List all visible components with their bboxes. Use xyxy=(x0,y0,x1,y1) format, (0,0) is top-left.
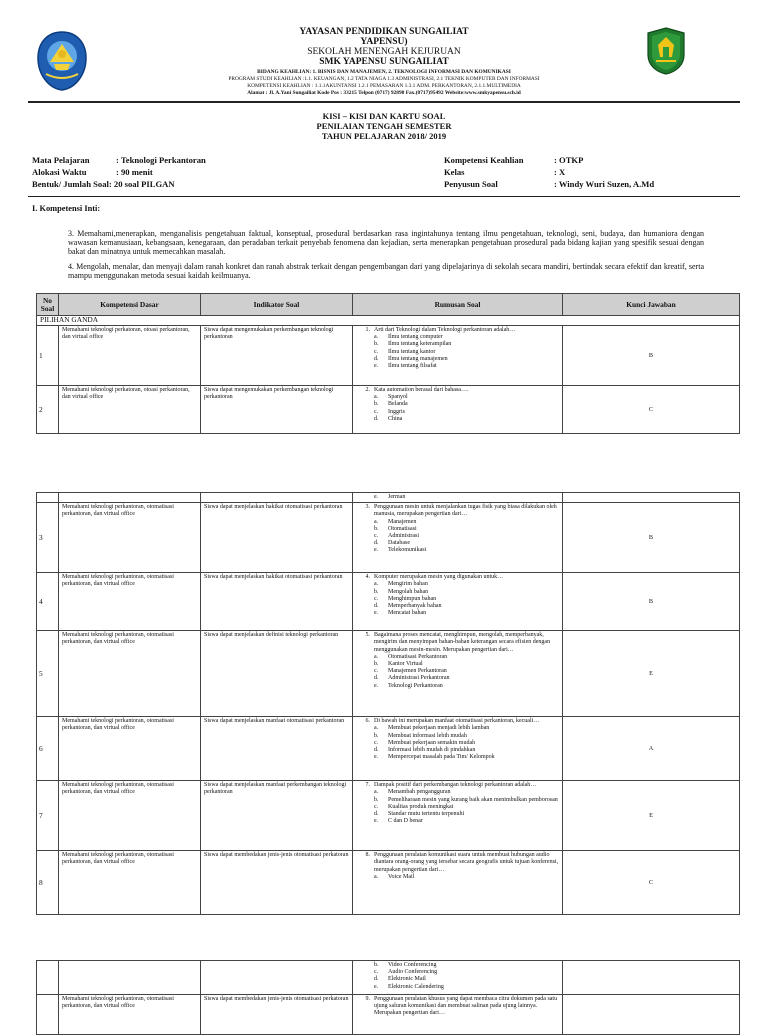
soal-number: 5 xyxy=(37,631,59,717)
option-letter: b. xyxy=(374,401,379,408)
bidang-keahlian: BIDANG KEAHLIAN: 1. BISNIS DAN MANAJEMEN, 2. TEKNOLOGI INFORMASI DAN KOMUNIKASI xyxy=(257,69,511,75)
waktu-value: : 90 menit xyxy=(116,167,153,177)
option-letter: d. xyxy=(374,603,379,610)
doc-subtitle: PENILAIAN TENGAH SEMESTER xyxy=(316,121,452,131)
answer-option xyxy=(356,540,559,547)
question-number: 5. xyxy=(365,632,370,639)
header-kompetensi-dasar: Kompetensi Dasar xyxy=(59,294,201,316)
answer-option xyxy=(356,725,559,732)
answer-option xyxy=(356,804,559,811)
empty-cell xyxy=(37,493,59,503)
option-text: Mengirim bahan xyxy=(388,581,428,588)
question-text: Kata automation berasal dari bahasa…. xyxy=(374,387,469,393)
soal-number: 1 xyxy=(37,326,59,386)
answer-option xyxy=(356,811,559,818)
empty-cell xyxy=(37,961,59,995)
question xyxy=(356,327,559,334)
option-letter: d. xyxy=(374,811,379,818)
option-text: Database xyxy=(388,540,410,547)
question xyxy=(356,718,559,725)
indikator-cell: Siswa dapat menjelaskan manfaat otomatisasi perkantoran xyxy=(201,717,353,781)
soal-number: 3 xyxy=(37,503,59,573)
table-row xyxy=(37,503,740,573)
option-letter: a. xyxy=(374,334,379,341)
option-text: Voice Mail xyxy=(388,873,415,880)
option-letter: c. xyxy=(374,348,379,355)
answer-option xyxy=(356,874,559,881)
kunci-jawaban-cell: B xyxy=(563,326,740,386)
option-text: Memperbanyak bahan xyxy=(388,603,442,610)
option-letter: b. xyxy=(374,588,379,595)
kompetensi-dasar-cell: Memahami teknologi perkantoran, otomatisasi perkantoran, dan virtual office xyxy=(59,717,201,781)
answer-option xyxy=(356,754,559,761)
answer-option xyxy=(356,797,559,804)
question-number: 7. xyxy=(365,782,370,789)
answer-option xyxy=(356,356,559,363)
option-letter: c. xyxy=(374,595,379,602)
empty-cell xyxy=(201,493,353,503)
option-text: Spanyol xyxy=(388,394,408,401)
table-row xyxy=(37,631,740,717)
answer-option xyxy=(356,533,559,540)
ki-title: I. Kompetensi Inti: xyxy=(32,204,101,213)
doc-title: KISI – KISI DAN KARTU SOAL xyxy=(322,111,446,121)
option-text: Membuat informasi lebih mudah xyxy=(388,732,467,739)
question xyxy=(356,504,559,518)
option-text: Membuat pekerjaan menjadi lebih lamban xyxy=(388,725,490,732)
option-text: Belanda xyxy=(388,401,408,408)
answer-option xyxy=(356,349,559,356)
indikator-cell: Siswa dapat mengemukakan perkembangan teknologi perkantoran xyxy=(201,386,353,434)
indikator-cell: Siswa dapat menjelaskan definisi teknologi perkantoran xyxy=(201,631,353,717)
question-number: 6. xyxy=(365,718,370,725)
answer-option xyxy=(356,401,559,408)
foundation-abbrev: YAPENSU) xyxy=(360,37,408,47)
rumusan-cell xyxy=(353,961,563,995)
option-letter: e. xyxy=(374,983,379,990)
table-row xyxy=(37,326,740,386)
header-kunci-jawaban: Kunci Jawaban xyxy=(563,294,740,316)
section-pilihan-ganda: PILIHAN GANDA xyxy=(37,316,740,326)
option-text: Menghimpun bahan xyxy=(388,595,437,602)
mapel-value: : Teknologi Perkantoran xyxy=(116,155,206,165)
penyusun-value: : Windy Wuri Suzen, A.Md xyxy=(554,179,655,189)
indikator-cell: Siswa dapat membedakan jenis-jenis otomatisasi perkatoran xyxy=(201,995,353,1035)
answer-option xyxy=(356,394,559,401)
school-name: SMK YAPENSU SUNGAILIAT xyxy=(319,57,449,67)
foundation-name: YAYASAN PENDIDIKAN SUNGAILIAT xyxy=(299,27,469,37)
option-letter: a. xyxy=(374,394,379,401)
option-text: Ilmu tentang kantor xyxy=(388,348,436,355)
kompetensi-dasar-cell: Memahami teknologi perkantoran, otomatisasi perkantoran, dan virtual office xyxy=(59,503,201,573)
ki-3: 3. Memahami,menerapkan, menganalisis pengetahuan faktual, konseptual, prosedural berdasarkan rasa ingintahunya tentang ilmu pengetahuan, teknologi, seni, budaya, dan humaniora dengan wawasan kemanusiaan, kebangsaan, kenegaraan, dan peradaban terkait penyebab fenomena dan kejadian, serta menerapkan pengetahuan prosedural pada bidang kajian yang spesifik sesuai dengan bakat dan minatnya untuk memecahkan masalah. xyxy=(68,229,704,256)
answer-option xyxy=(356,661,559,668)
option-letter: c. xyxy=(374,739,379,746)
option-letter: b. xyxy=(374,732,379,739)
table-row xyxy=(37,386,740,434)
answer-option xyxy=(356,341,559,348)
continuation-row xyxy=(37,961,740,995)
mapel-label: Mata Pelajaran xyxy=(32,155,90,165)
indikator-cell: Siswa dapat menjelaskan hakikat otomatisasi perkantoran xyxy=(201,503,353,573)
option-letter: a. xyxy=(374,789,379,796)
option-letter: b. xyxy=(374,962,379,968)
question-text: Komputer merupakan mesin yang digunakan untuk… xyxy=(374,574,504,581)
soal-number: 4 xyxy=(37,573,59,631)
rumusan-cell xyxy=(353,573,563,631)
option-text: Ilmu tentang computer xyxy=(388,334,443,341)
option-letter: a. xyxy=(374,725,379,732)
option-letter: d. xyxy=(374,976,379,983)
option-letter: c. xyxy=(374,533,379,540)
answer-option xyxy=(356,519,559,526)
option-letter: c. xyxy=(374,803,379,810)
empty-cell xyxy=(563,493,740,503)
option-text: Administrasi Perkantoran xyxy=(388,675,450,682)
rumusan-cell xyxy=(353,631,563,717)
soal-number: 2 xyxy=(37,386,59,434)
answer-option xyxy=(356,654,559,661)
school-type: SEKOLAH MENENGAH KEJURUAN xyxy=(307,47,461,57)
option-letter: b. xyxy=(374,661,379,668)
answer-option xyxy=(356,668,559,675)
school-address: Alamat : Jl. A.Yani Sungailiat Kode Pos : 33215 Telpon (0717) 92898 Fax.(0717)95492 Website:www.smkyapensu.sch.id xyxy=(247,90,521,96)
answer-option xyxy=(356,494,559,501)
header-rumusan-soal: Rumusan Soal xyxy=(353,294,563,316)
answer-option xyxy=(356,747,559,754)
answer-option xyxy=(356,581,559,588)
question-text: Di bawah ini merupakan manfaat otomatisasi perkantoran, kecuali… xyxy=(374,718,540,725)
option-text: Standar mutu tertentu terpenuhi xyxy=(388,811,465,818)
kunci-jawaban-cell: B xyxy=(563,503,740,573)
indikator-cell: Siswa dapat menjelaskan hakikat otomatisasi perkantoran xyxy=(201,573,353,631)
kunci-jawaban-cell: E xyxy=(563,781,740,851)
kompetensi-dasar-cell: Memahami teknologi perkantoran, otomatisasi perkantoran, dan virtual office xyxy=(59,995,201,1035)
rumusan-cell xyxy=(353,781,563,851)
kunci-jawaban-cell: A xyxy=(563,717,740,781)
answer-option xyxy=(356,526,559,533)
answer-option xyxy=(356,547,559,554)
question-text: Penggunaan peralatan khusus yang dapat membaca citra dokumen pada satu ujung saluran komunikasi dan membuat salinan pada ujung lainnya. Merupakan pengertian dari… xyxy=(374,996,558,1017)
question-text: Arti dari Teknologi dalam Teknologi perkantoran adalah… xyxy=(374,327,516,333)
rumusan-cell xyxy=(353,851,563,915)
answer-option xyxy=(356,675,559,682)
option-text: Membuat pekerjaan semakin mudah xyxy=(388,739,476,746)
question-text: Dampak positif dari perkembangan teknologi perkantoran adalah… xyxy=(374,782,537,789)
answer-option xyxy=(356,976,559,983)
bentuk-soal: Bentuk/ Jumlah Soal: 20 soal PILGAN xyxy=(32,179,175,189)
header-no-soal: No Soal xyxy=(37,294,59,316)
indikator-cell: Siswa dapat menjelaskan manfaat perkembangan teknologi perkantoran xyxy=(201,781,353,851)
header-divider xyxy=(28,101,740,103)
ki-4: 4. Mengolah, menalar, dan menyaji dalam ranah konkret dan ranah abstrak terkait dengan pengembangan dari yang dipelajarinya di sekolah secara mandiri, bertindak secara efektif dan kreatif, serta mampu menggunakan metoda sesuai kaidah keilmuanya. xyxy=(68,262,704,280)
question-text: Penggunaan peralatan komunikasi suara untuk membuat hubungan audio diantara orang-orang yang tersebar secara geografis untuk tujuan konferensi, merupakan pengertian dari… xyxy=(374,852,559,873)
answer-option xyxy=(356,334,559,341)
option-letter: d. xyxy=(374,415,379,422)
rumusan-cell xyxy=(353,717,563,781)
option-text: Administrasi xyxy=(388,533,419,540)
option-letter: a. xyxy=(374,653,379,660)
table-row xyxy=(37,851,740,915)
option-text: Menambah pengangguran xyxy=(388,789,451,796)
kunci-jawaban-cell xyxy=(563,995,740,1035)
option-letter: d. xyxy=(374,355,379,362)
option-letter: e. xyxy=(374,682,379,689)
table-row xyxy=(37,717,740,781)
option-text: Kantor Virtual xyxy=(388,661,423,668)
option-text: Pemeliharaan mesin yang kurang baik akan menimbulkan pemborosan xyxy=(388,796,558,803)
soal-table-page1 xyxy=(36,293,740,434)
option-text: Elektronic Calendering xyxy=(388,983,444,990)
kompetensi-dasar-cell: Memahami teknologi perkantoran, otomatisasi perkantoran, dan virtual office xyxy=(59,851,201,915)
answer-option xyxy=(356,969,559,976)
answer-option xyxy=(356,610,559,617)
option-letter: b. xyxy=(374,341,379,348)
komp-label: Kompetensi Keahlian xyxy=(444,155,524,165)
rumusan-cell xyxy=(353,503,563,573)
kompetensi-dasar-cell: Memahami teknologi perkantoran, otomatisasi perkantoran, dan virtual office xyxy=(59,573,201,631)
empty-cell xyxy=(201,961,353,995)
kunci-jawaban-cell: C xyxy=(563,386,740,434)
waktu-label: Alokasi Waktu xyxy=(32,167,87,177)
option-text: Mempercepat masalah pada Tim/ Kelompok xyxy=(388,754,495,761)
option-letter: c. xyxy=(374,408,379,415)
question-number: 9. xyxy=(365,996,370,1002)
option-letter: e. xyxy=(374,547,379,554)
option-text: Manajemen xyxy=(388,518,417,525)
soal-table-page2 xyxy=(36,492,740,915)
option-text: Ilmu tentang manajemen xyxy=(388,355,448,362)
question xyxy=(356,782,559,789)
program-studi: PROGRAM STUDI KEAHLIAN :1.1. KEUANGAN, 1.2 TATA NIAGA 1.3 ADMINISTRASI, 2.1 TEKNIK KOMPUTER DAN INFORMASI xyxy=(228,76,540,82)
option-text: Kualitas produk meningkat xyxy=(388,803,454,810)
option-letter: d. xyxy=(374,675,379,682)
continuation-row xyxy=(37,493,740,503)
question-number: 8. xyxy=(365,852,370,859)
answer-option xyxy=(356,603,559,610)
rumusan-cell xyxy=(353,386,563,434)
option-letter: a. xyxy=(374,518,379,525)
kelas-label: Kelas xyxy=(444,167,465,177)
kompetensi-keahlian: KOMPETENSI KEAHLIAN : 1.1.1AKUNTANSI 1.2.1 PEMASARAN 1.3.1 ADM. PERKANTORAN, 2.1.1.MULTIMEDIA xyxy=(247,83,521,89)
empty-cell xyxy=(59,493,201,503)
option-letter: a. xyxy=(374,581,379,588)
option-letter: e. xyxy=(374,363,379,370)
soal-number: 6 xyxy=(37,717,59,781)
option-letter: e. xyxy=(374,610,379,617)
option-letter: b. xyxy=(374,796,379,803)
empty-cell xyxy=(563,961,740,995)
kunci-jawaban-cell: C xyxy=(563,851,740,915)
question xyxy=(356,852,559,874)
kompetensi-dasar-cell: Memahami teknologi perkatoran, otoasi perkantoran, dan virtual office xyxy=(59,386,201,434)
option-text: Informasi lebih mudah di pindahkan xyxy=(388,747,476,754)
option-letter: d. xyxy=(374,747,379,754)
answer-option xyxy=(356,733,559,740)
option-text: Otomatisasi xyxy=(388,525,417,532)
question-text: Bagaimana proses mencatat, menghimpun, mengolah, memperbanyak, mengirim dan menyimpan bahan-bahan keterangan secara efisien dengan menggunakan mesin-mesin. Merupakan pengertian dari… xyxy=(374,632,551,653)
rumusan-cell xyxy=(353,493,563,503)
option-letter: e. xyxy=(374,818,379,825)
option-text: Elektronic Mail xyxy=(388,976,426,983)
kompetensi-dasar-cell: Memahami teknologi perkantoran, otomatisasi perkantoran, dan virtual office xyxy=(59,781,201,851)
answer-option xyxy=(356,683,559,690)
option-text: Otomatisasi Perkantoran xyxy=(388,653,448,660)
kompetensi-dasar-cell: Memahami teknologi perkatoran, otoasi perkantoran, dan virtual office xyxy=(59,326,201,386)
answer-option xyxy=(356,416,559,423)
option-text: C dan D benar xyxy=(388,818,423,825)
option-letter: e. xyxy=(374,494,379,500)
option-text: China xyxy=(388,415,403,422)
answer-option xyxy=(356,589,559,596)
answer-option xyxy=(356,984,559,991)
option-letter: d. xyxy=(374,540,379,547)
indikator-cell: Siswa dapat membedakan jenis-jenis otomatisasi perkatoran xyxy=(201,851,353,915)
option-text: Ilmu tentang keterampilan xyxy=(388,341,452,348)
option-text: Mengolah bahan xyxy=(388,588,429,595)
indikator-cell: Siswa dapat mengemukakan perkembangan teknologi perkantoran xyxy=(201,326,353,386)
option-letter: b. xyxy=(374,525,379,532)
answer-option xyxy=(356,740,559,747)
answer-option xyxy=(356,818,559,825)
meta-divider xyxy=(28,196,740,197)
question-number: 3. xyxy=(365,504,370,511)
option-text: Jerman xyxy=(388,494,406,500)
kelas-value: : X xyxy=(554,167,566,177)
answer-option xyxy=(356,789,559,796)
table-row xyxy=(37,781,740,851)
question-number: 4. xyxy=(365,574,370,581)
answer-option xyxy=(356,363,559,370)
soal-number: 7 xyxy=(37,781,59,851)
soal-number xyxy=(37,995,59,1035)
answer-option xyxy=(356,962,559,969)
answer-option xyxy=(356,409,559,416)
penyusun-label: Penyusun Soal xyxy=(444,179,498,189)
table-row xyxy=(37,995,740,1035)
doc-year: TAHUN PELAJARAN 2018/ 2019 xyxy=(321,131,447,141)
kunci-jawaban-cell: B xyxy=(563,573,740,631)
question-text: Penggunaan mesin untuk menjalankan tugas fisik yang biasa dilakukan oleh manusia, merupakan pengertian dari… xyxy=(374,504,557,518)
rumusan-cell xyxy=(353,995,563,1035)
option-text: Inggris xyxy=(388,408,405,415)
option-text: Video Conferencing xyxy=(388,962,437,968)
rumusan-cell xyxy=(353,326,563,386)
table-row xyxy=(37,573,740,631)
kunci-jawaban-cell: E xyxy=(563,631,740,717)
header-indikator-soal: Indikator Soal xyxy=(201,294,353,316)
question xyxy=(356,996,559,1018)
option-text: Telekomunikasi xyxy=(388,547,427,554)
option-text: Ilmu tentang filsafat xyxy=(388,363,437,370)
question xyxy=(356,387,559,394)
option-text: Audio Conferencing xyxy=(388,969,438,976)
komp-value: : OTKP xyxy=(554,155,584,165)
option-text: Manajemen Perkantoran xyxy=(388,668,447,675)
question xyxy=(356,574,559,581)
kompetensi-dasar-cell: Memahami teknologi perkantoran, otomatisasi perkantoran, dan virtual office xyxy=(59,631,201,717)
option-text: Teknologi Perkantoran xyxy=(388,682,443,689)
option-letter: e. xyxy=(374,754,379,761)
option-text: Mencatat bahan xyxy=(388,610,427,617)
option-letter: c. xyxy=(374,668,379,675)
empty-cell xyxy=(59,961,201,995)
question-number: 2. xyxy=(365,387,370,393)
question xyxy=(356,632,559,654)
option-letter: c. xyxy=(374,969,379,976)
option-letter: a. xyxy=(374,873,379,880)
answer-option xyxy=(356,596,559,603)
soal-number: 8 xyxy=(37,851,59,915)
question-number: 1. xyxy=(365,327,370,333)
